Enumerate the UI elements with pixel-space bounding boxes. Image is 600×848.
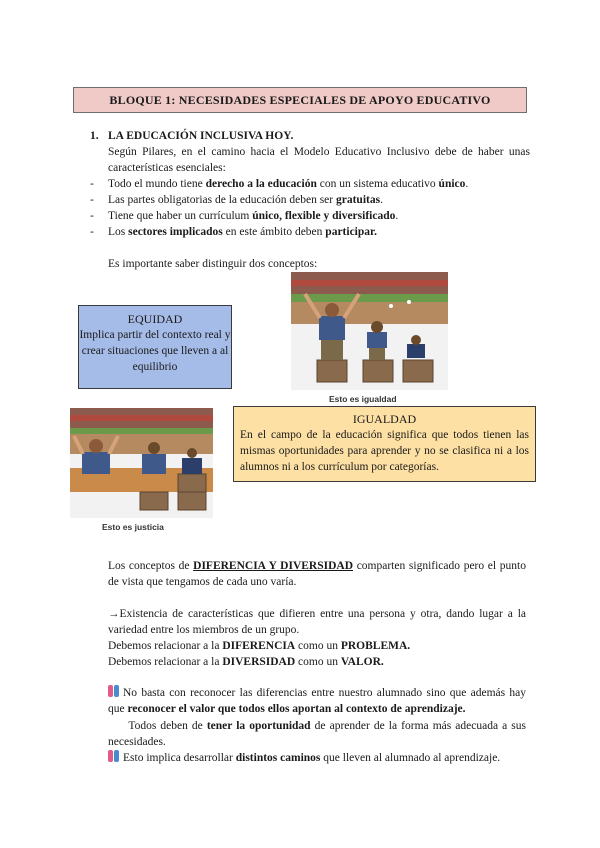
justice-image <box>70 408 213 518</box>
people-icon <box>108 685 122 697</box>
equity-title: EQUIDAD <box>127 312 183 326</box>
section-title: LA EDUCACIÓN INCLUSIVA HOY. <box>108 130 294 142</box>
equality-caption: Esto es igualdad <box>329 394 397 404</box>
equality-title: IGUALDAD <box>352 412 417 426</box>
paths-paragraph: Esto implica desarrollar distintos caminos que lleven al alumnado al aprendizaje. <box>108 750 526 766</box>
justice-caption: Esto es justicia <box>102 522 164 532</box>
justice-illustration <box>70 408 213 532</box>
equity-box <box>78 305 232 389</box>
equality-image <box>291 272 448 390</box>
distinguish-text: Es importante saber distinguir dos conceptos: <box>108 258 318 270</box>
list-item: - Las partes obligatorias de la educación deben ser gratuitas. <box>90 192 530 208</box>
value-paragraph: No basta con reconocer las diferencias entre nuestro alumnado sino que además hay que reconocer el valor que todos ellos aportan al contexto de aprendizaje. <box>108 687 526 715</box>
equality-text: En el campo de la educación significa que todos tienen las mismas oportunidades para aprender y no se clasifica ni a los alumnos ni a los currículum por categorías. <box>240 429 529 473</box>
section-inclusive-education <box>90 128 530 272</box>
diversity-line: Debemos relacionar a la DIVERSIDAD como un VALOR. <box>108 656 384 668</box>
diversity-paragraph: Los conceptos de DIFERENCIA Y DIVERSIDAD comparten significado pero el punto de vista que tengamos de cada uno varía. <box>108 560 526 588</box>
page-title: BLOQUE 1: NECESIDADES ESPECIALES DE APOYO EDUCATIVO <box>73 87 527 113</box>
difference-line: Debemos relacionar a la DIFERENCIA como un PROBLEMA. <box>108 640 411 652</box>
intro-paragraph: Según Pilares, en el camino hacia el Modelo Educativo Inclusivo debe de haber unas características esenciales: <box>108 146 530 174</box>
equality-box <box>233 406 536 482</box>
equity-text: Implica partir del contexto real y crear situaciones que lleven a al equilibrio <box>79 329 231 373</box>
equality-illustration <box>291 272 448 404</box>
list-item: - Tiene que haber un currículum único, flexible y diversificado. <box>90 208 530 224</box>
section-heading <box>90 128 530 144</box>
list-item: - Los sectores implicados en este ámbito deben participar. <box>90 224 530 240</box>
opportunity-paragraph: Todos deben de tener la oportunidad de aprender de la forma más adecuada a sus necesidades. <box>108 720 529 748</box>
people-icon <box>108 750 122 762</box>
section-number: 1. <box>90 130 99 142</box>
list-item: - Todo el mundo tiene derecho a la educación con un sistema educativo único. <box>90 176 530 192</box>
characteristics-list <box>90 176 530 240</box>
definition-paragraph: →Existencia de características que difieren entre una persona y otra, dando lugar a la variedad entre los miembros de un grupo. <box>108 608 526 636</box>
